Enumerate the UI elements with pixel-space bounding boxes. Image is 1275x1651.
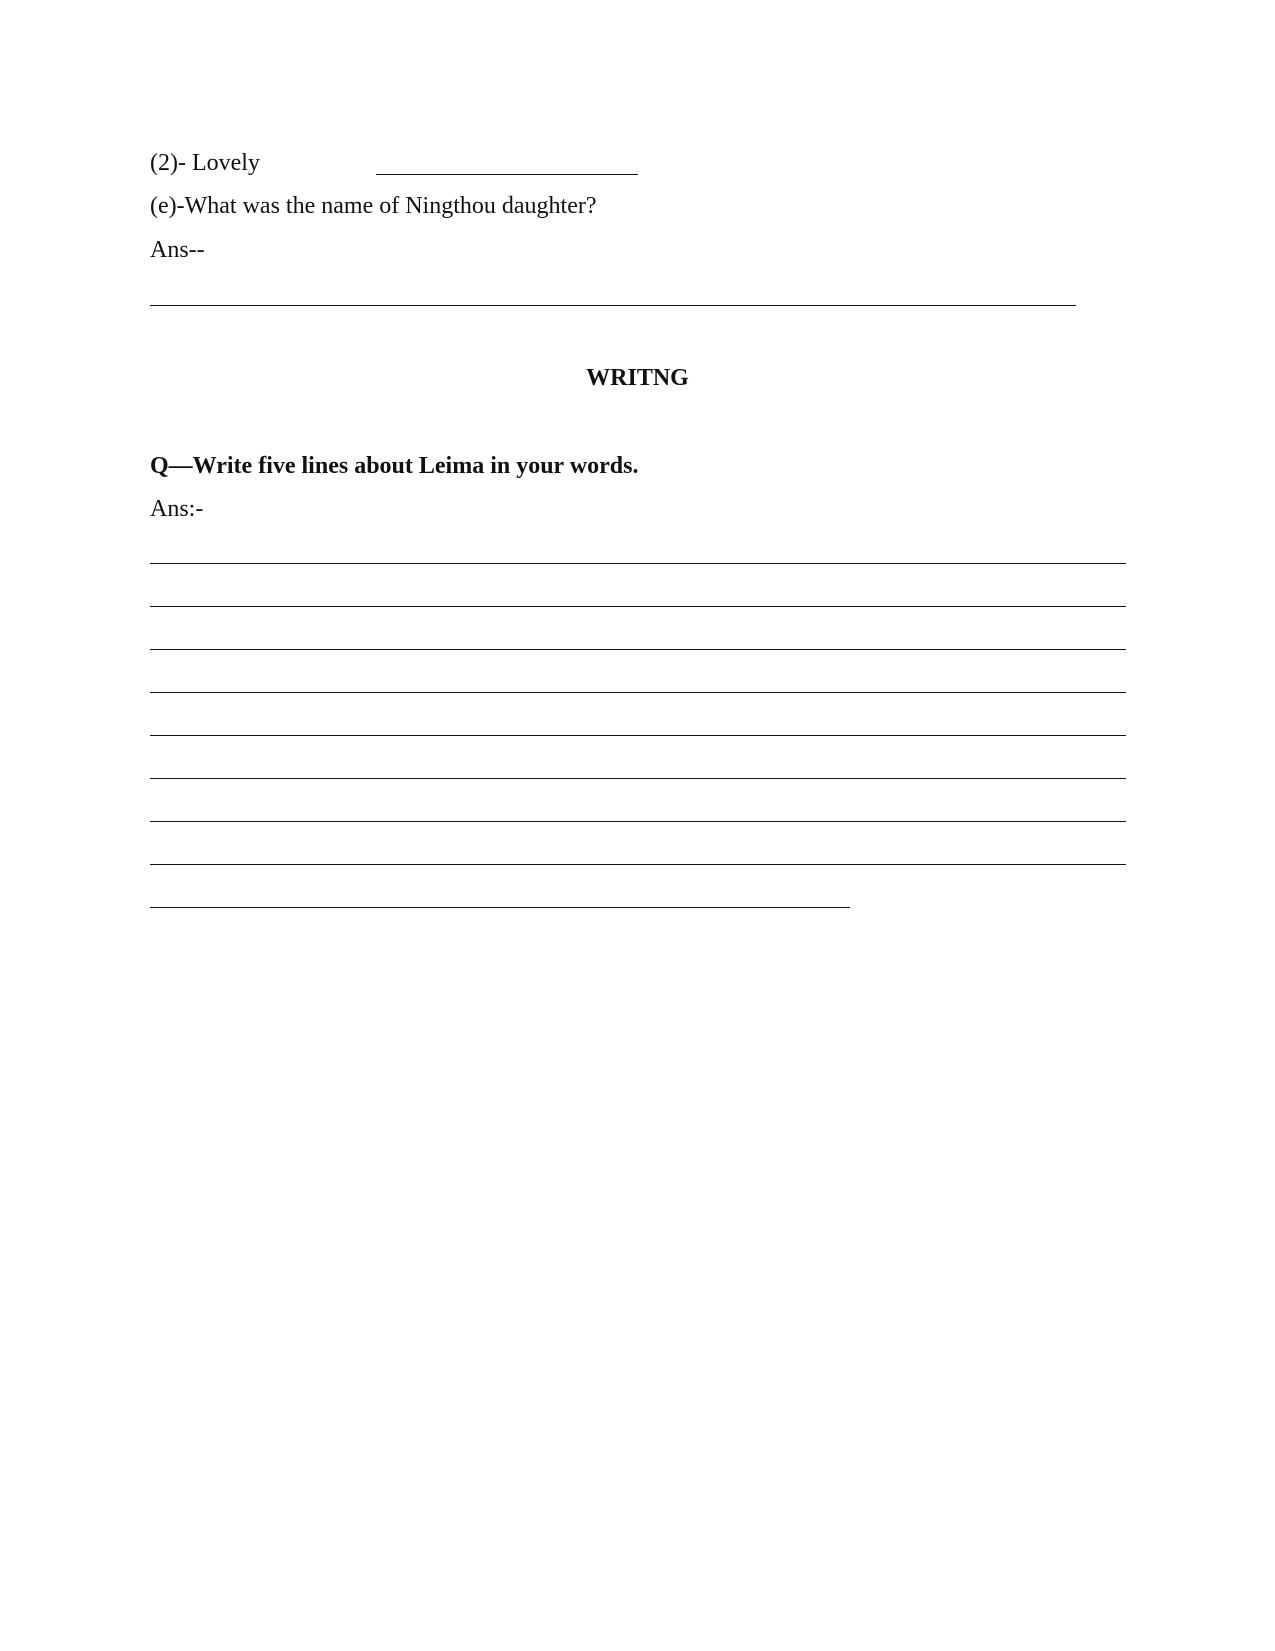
writing-answer-label: Ans:- <box>150 496 204 522</box>
writing-answer-line <box>150 821 1126 822</box>
writing-answer-line <box>150 735 1126 736</box>
question-e: (e)-What was the name of Ningthou daughter? <box>150 193 597 219</box>
writing-answer-line <box>150 907 850 908</box>
question-e-answer-line <box>150 305 1076 306</box>
writing-answer-line <box>150 563 1126 564</box>
writing-answer-line <box>150 649 1126 650</box>
writing-answer-line <box>150 692 1126 693</box>
item-2-label: (2)- Lovely <box>150 150 260 176</box>
question-e-answer-label: Ans-- <box>150 237 205 263</box>
writing-answer-line <box>150 864 1126 865</box>
section-heading: WRITNG <box>586 365 689 391</box>
writing-answer-line <box>150 778 1126 779</box>
writing-answer-line <box>150 606 1126 607</box>
writing-question: Q—Write five lines about Leima in your words. <box>150 453 639 479</box>
item-2-answer-line <box>376 174 638 175</box>
